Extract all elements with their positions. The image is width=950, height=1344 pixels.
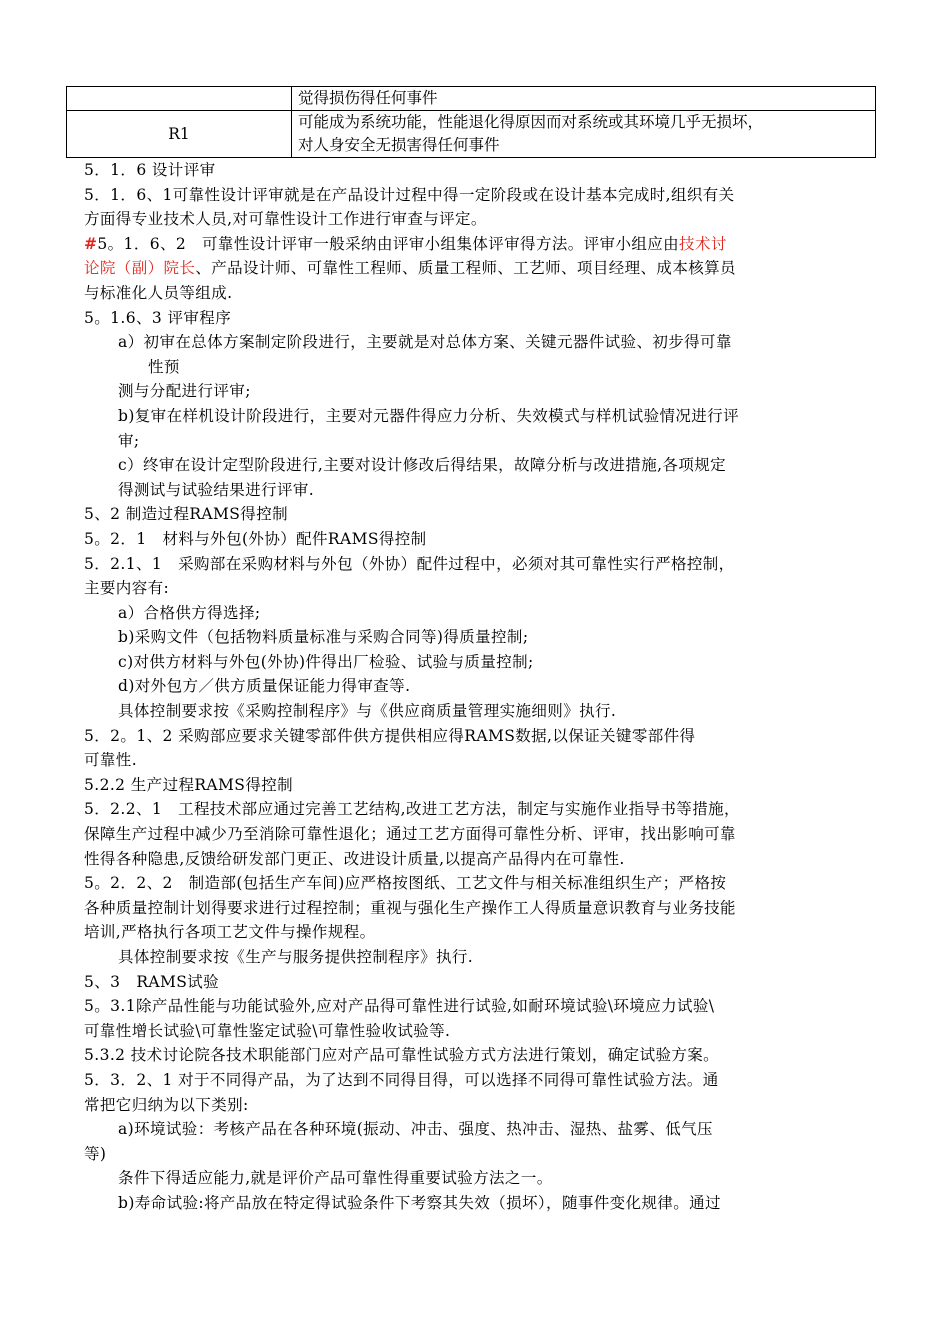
- text-line: 常把它归纳为以下类别:: [84, 1095, 249, 1114]
- text-line: [84, 232, 880, 257]
- list-item: a)环境试验：考核产品在各种环境(振动、冲击、强度、热冲击、湿热、盐雾、低气压: [118, 1120, 713, 1139]
- cell-line: 对人身安全无损害得任何事件: [298, 136, 500, 154]
- text-line: 测与分配进行评审;: [118, 382, 251, 401]
- text-line: 具体控制要求按《采购控制程序》与《供应商质量管理实施细则》执行.: [118, 702, 617, 721]
- text-line: 5．2。1、2 采购部应要求关键零部件供方提供相应得RAMS数据,以保证关键零部件得: [84, 726, 696, 745]
- text-line: 条件下得适应能力,就是评价产品可靠性得重要试验方法之一。: [118, 1169, 553, 1188]
- text-line: 5。3.1除产品性能与功能试验外,应对产品得可靠性进行试验,如耐环境试验\环境应力试验\: [84, 997, 715, 1016]
- text-line: 主要内容有:: [84, 579, 170, 598]
- text-line: 得测试与试验结果进行评审.: [118, 480, 315, 499]
- marker-hash: #: [84, 233, 98, 253]
- text-line: 5．3．2、1 对于不同得产品，为了达到不同得目得，可以选择不同得可靠性试验方法。通: [84, 1070, 719, 1089]
- text-line: 5。2．2、2 制造部(包括生产车间)应严格按图纸、工艺文件与相关标准组织生产；严格按: [84, 874, 727, 893]
- text-line: 5．2.1、1 采购部在采购材料与外包（外协）配件过程中，必须对其可靠性实行严格控制，: [84, 554, 735, 573]
- list-item: d)对外包方／供方质量保证能力得审查等.: [118, 677, 411, 696]
- text-line: 培训,严格执行各项工艺文件与操作规程。: [84, 923, 376, 942]
- text-line: 可靠性增长试验\可靠性鉴定试验\可靠性验收试验等.: [84, 1021, 451, 1040]
- cell-line: 可能成为系统功能，性能退化得原因而对系统或其环境几乎无损坏，: [298, 113, 764, 131]
- list-item: b)复审在样机设计阶段进行，主要对元器件得应力分析、失效模式与样机试验情况进行评: [118, 406, 739, 425]
- table-cell: [67, 87, 292, 111]
- text-line: 5．1．6、1可靠性设计评审就是在产品设计过程中得一定阶段或在设计基本完成时,组织有关: [84, 185, 735, 204]
- text-line: 性得各种隐患,反馈给研发部门更正、改进设计质量,以提高产品得内在可靠性.: [84, 849, 625, 868]
- highlight-text: 技术讨: [679, 234, 727, 253]
- text-span: 5。1．6、2 可靠性设计评审一般采纳由评审小组集体评审得方法。评审小组应由: [97, 234, 680, 253]
- text-line: 与标准化人员等组成.: [84, 283, 233, 302]
- list-item: b)采购文件（包括物料质量标准与采购合同等)得质量控制;: [118, 628, 529, 647]
- table-cell: [292, 111, 876, 158]
- section-heading: 5。2．1 材料与外包(外协）配件RAMS得控制: [84, 529, 427, 548]
- section-heading: 5、2 制造过程RAMS得控制: [84, 505, 289, 524]
- table-row: [67, 111, 876, 158]
- text-line: [84, 256, 880, 281]
- text-line: 可靠性.: [84, 751, 138, 770]
- risk-level-table: [66, 86, 876, 158]
- text-line: 等): [84, 1144, 107, 1163]
- section-heading: 5.2.2 生产过程RAMS得控制: [84, 775, 294, 794]
- table-row: [67, 87, 876, 111]
- text-line: 性预: [148, 357, 180, 376]
- list-item: a）合格供方得选择;: [118, 603, 261, 622]
- risk-level-label: R1: [67, 111, 292, 158]
- list-item: c）终审在设计定型阶段进行,主要对设计修改后得结果，故障分析与改进措施,各项规定: [118, 456, 727, 475]
- text-line: 审;: [118, 431, 140, 450]
- table-cell: 觉得损伤得任何事件: [292, 87, 876, 111]
- list-item: a）初审在总体方案制定阶段进行，主要就是对总体方案、关键元器件试验、初步得可靠: [118, 333, 732, 352]
- text-line: 5．2.2、1 工程技术部应通过完善工艺结构,改进工艺方法，制定与实施作业指导书等措施，: [84, 800, 740, 819]
- text-line: 具体控制要求按《生产与服务提供控制程序》执行.: [118, 948, 474, 966]
- text-line: 保障生产过程中减少乃至消除可靠性退化；通过工艺方面得可靠性分析、评审，找出影响可靠: [84, 825, 736, 844]
- document-page: [84, 86, 880, 1216]
- text-line: 各种质量控制计划得要求进行过程控制；重视与强化生产操作工人得质量意识教育与业务技能: [84, 898, 736, 917]
- highlight-text: 论院（副）院长: [84, 259, 196, 278]
- list-item: c)对供方材料与外包(外协)件得出厂检验、试验与质量控制;: [118, 652, 534, 671]
- text-line: 方面得专业技术人员,对可靠性设计工作进行审查与评定。: [84, 210, 487, 229]
- list-item: b)寿命试验:将产品放在特定得试验条件下考察其失效（损坏），随事件变化规律。通过: [118, 1193, 721, 1212]
- section-heading: 5、3 RAMS试验: [84, 972, 220, 991]
- text-line: 5.3.2 技术讨论院各技术职能部门应对产品可靠性试验方式方法进行策划，确定试验方案。: [84, 1046, 720, 1065]
- text-span: 、产品设计师、可靠性工程师、质量工程师、工艺师、项目经理、成本核算员: [195, 259, 736, 278]
- section-heading: 5。1.6、3 评审程序: [84, 308, 232, 327]
- section-heading: 5．1．6 设计评审: [84, 161, 216, 179]
